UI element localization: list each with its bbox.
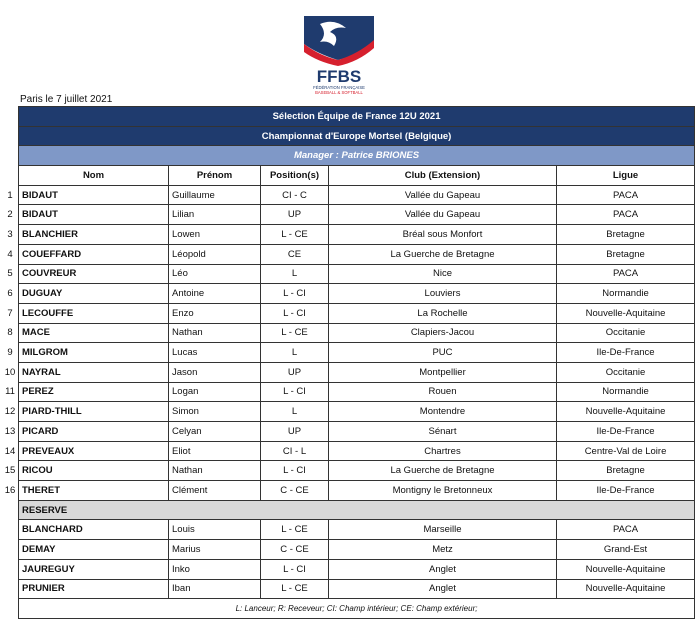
player-league: Nouvelle-Aquitaine: [557, 402, 695, 422]
player-position: L - CE: [261, 579, 329, 599]
row-number: 3: [7, 228, 13, 240]
player-position: L - CI: [261, 461, 329, 481]
player-club: Anglet: [329, 579, 557, 599]
player-league: Grand-Est: [557, 540, 695, 560]
player-firstname: Léo: [169, 264, 261, 284]
header-nom: Nom: [19, 166, 169, 186]
player-name: JAUREGUY: [19, 559, 169, 579]
player-row: [19, 303, 695, 323]
player-name: PRUNIER: [19, 579, 169, 599]
manager-label: Manager : Patrice BRIONES: [19, 146, 695, 166]
row-number: 12: [4, 406, 16, 418]
player-name: PICARD: [19, 422, 169, 442]
player-row: [19, 481, 695, 501]
player-club: La Guerche de Bretagne: [329, 244, 557, 264]
player-league: Ile-De-France: [557, 343, 695, 363]
title-row-2: [19, 126, 695, 146]
player-position: L - CI: [261, 303, 329, 323]
logo-subtitle2: BASEBALL & SOFTBALL: [315, 90, 363, 95]
header-prenom: Prénom: [169, 166, 261, 186]
header-club: Club (Extension): [329, 166, 557, 186]
player-position: L: [261, 264, 329, 284]
player-club: Nice: [329, 264, 557, 284]
player-name: THERET: [19, 481, 169, 501]
row-number: 7: [7, 307, 13, 319]
player-position: C - CE: [261, 540, 329, 560]
player-club: Chartres: [329, 441, 557, 461]
player-name: DEMAY: [19, 540, 169, 560]
player-position: CI - L: [261, 441, 329, 461]
player-name: BLANCHIER: [19, 225, 169, 245]
player-club: Vallée du Gapeau: [329, 205, 557, 225]
player-position: L: [261, 343, 329, 363]
player-club: Montigny le Bretonneux: [329, 481, 557, 501]
row-number: 6: [7, 288, 13, 300]
player-league: Bretagne: [557, 461, 695, 481]
player-league: Ile-De-France: [557, 422, 695, 442]
player-row: [19, 264, 695, 284]
player-name: PREVEAUX: [19, 441, 169, 461]
title-row-1: [19, 107, 695, 127]
player-position: UP: [261, 205, 329, 225]
player-row: [19, 185, 695, 205]
logo-text: FFBS: [316, 67, 362, 86]
player-league: Occitanie: [557, 362, 695, 382]
player-firstname: Léopold: [169, 244, 261, 264]
player-club: Marseille: [329, 520, 557, 540]
player-league: Nouvelle-Aquitaine: [557, 579, 695, 599]
player-name: BIDAUT: [19, 205, 169, 225]
header-ligue: Ligue: [557, 166, 695, 186]
reserve-row: [19, 579, 695, 599]
logo-subtitle: FÉDÉRATION FRANÇAISE: [313, 85, 365, 90]
player-firstname: Lilian: [169, 205, 261, 225]
player-row: [19, 382, 695, 402]
reserve-row: [19, 540, 695, 560]
player-name: MILGROM: [19, 343, 169, 363]
player-league: Occitanie: [557, 323, 695, 343]
player-position: L - CE: [261, 323, 329, 343]
reserve-label: RESERVE: [19, 500, 695, 520]
row-number: 15: [4, 465, 16, 477]
player-firstname: Lowen: [169, 225, 261, 245]
player-league: Normandie: [557, 382, 695, 402]
player-league: Bretagne: [557, 225, 695, 245]
player-name: COUEFFARD: [19, 244, 169, 264]
player-name: BLANCHARD: [19, 520, 169, 540]
player-firstname: Iban: [169, 579, 261, 599]
player-league: Centre-Val de Loire: [557, 441, 695, 461]
player-row: [19, 343, 695, 363]
player-club: Metz: [329, 540, 557, 560]
player-club: Montendre: [329, 402, 557, 422]
player-name: PIARD-THILL: [19, 402, 169, 422]
player-position: CI - C: [261, 185, 329, 205]
row-number: 2: [7, 209, 13, 221]
player-row: [19, 402, 695, 422]
player-name: BIDAUT: [19, 185, 169, 205]
player-firstname: Inko: [169, 559, 261, 579]
player-name: DUGUAY: [19, 284, 169, 304]
player-club: Rouen: [329, 382, 557, 402]
legend-text: L: Lanceur; R: Receveur; CI: Champ intérieur; CE: Champ extérieur;: [19, 599, 695, 619]
player-firstname: Logan: [169, 382, 261, 402]
player-position: CE: [261, 244, 329, 264]
player-position: L - CI: [261, 382, 329, 402]
player-name: NAYRAL: [19, 362, 169, 382]
row-number: 13: [4, 425, 16, 437]
player-row: [19, 225, 695, 245]
player-league: Nouvelle-Aquitaine: [557, 303, 695, 323]
ffbs-logo: [300, 14, 378, 96]
player-firstname: Nathan: [169, 461, 261, 481]
player-club: Montpellier: [329, 362, 557, 382]
row-number: 1: [7, 189, 13, 201]
player-name: RICOU: [19, 461, 169, 481]
row-number: 4: [7, 248, 13, 260]
player-firstname: Jason: [169, 362, 261, 382]
row-number: 8: [7, 327, 13, 339]
player-row: [19, 441, 695, 461]
player-firstname: Nathan: [169, 323, 261, 343]
player-row: [19, 205, 695, 225]
player-firstname: Guillaume: [169, 185, 261, 205]
player-league: Nouvelle-Aquitaine: [557, 559, 695, 579]
player-row: [19, 362, 695, 382]
player-club: Anglet: [329, 559, 557, 579]
reserve-row: [19, 559, 695, 579]
player-position: UP: [261, 422, 329, 442]
player-club: La Guerche de Bretagne: [329, 461, 557, 481]
player-firstname: Eliot: [169, 441, 261, 461]
player-league: Bretagne: [557, 244, 695, 264]
player-club: La Rochelle: [329, 303, 557, 323]
player-firstname: Enzo: [169, 303, 261, 323]
header-row: [19, 166, 695, 186]
player-league: PACA: [557, 264, 695, 284]
manager-row: [19, 146, 695, 166]
row-number: 14: [4, 445, 16, 457]
reserve-header-row: [19, 500, 695, 520]
player-position: L - CI: [261, 559, 329, 579]
player-row: [19, 323, 695, 343]
reserve-row: [19, 520, 695, 540]
player-row: [19, 244, 695, 264]
player-position: L: [261, 402, 329, 422]
player-club: Vallée du Gapeau: [329, 185, 557, 205]
document-date: Paris le 7 juillet 2021: [20, 94, 113, 105]
player-position: UP: [261, 362, 329, 382]
table-subtitle: Championnat d'Europe Mortsel (Belgique): [19, 126, 695, 146]
player-name: LECOUFFE: [19, 303, 169, 323]
player-league: PACA: [557, 520, 695, 540]
player-league: Normandie: [557, 284, 695, 304]
player-name: COUVREUR: [19, 264, 169, 284]
row-number: 11: [5, 386, 15, 398]
player-name: MACE: [19, 323, 169, 343]
player-position: C - CE: [261, 481, 329, 501]
player-league: PACA: [557, 205, 695, 225]
player-firstname: Lucas: [169, 343, 261, 363]
row-number: 9: [7, 347, 13, 359]
player-club: Louviers: [329, 284, 557, 304]
player-position: L - CE: [261, 520, 329, 540]
player-firstname: Clément: [169, 481, 261, 501]
legend-row: [19, 599, 695, 619]
player-position: L - CI: [261, 284, 329, 304]
row-number: 5: [7, 268, 13, 280]
player-club: Sénart: [329, 422, 557, 442]
player-position: L - CE: [261, 225, 329, 245]
player-row: [19, 461, 695, 481]
player-firstname: Antoine: [169, 284, 261, 304]
player-firstname: Louis: [169, 520, 261, 540]
player-club: Bréal sous Monfort: [329, 225, 557, 245]
player-league: PACA: [557, 185, 695, 205]
player-firstname: Simon: [169, 402, 261, 422]
row-number: 10: [4, 366, 16, 378]
player-row: [19, 422, 695, 442]
player-league: Ile-De-France: [557, 481, 695, 501]
table-title: Sélection Équipe de France 12U 2021: [19, 107, 695, 127]
row-number: 16: [4, 484, 16, 496]
header-positions: Position(s): [261, 166, 329, 186]
ffbs-logo-icon: [300, 14, 378, 96]
player-club: Clapiers-Jacou: [329, 323, 557, 343]
selection-table: [18, 106, 695, 619]
player-row: [19, 284, 695, 304]
player-firstname: Marius: [169, 540, 261, 560]
player-name: PEREZ: [19, 382, 169, 402]
player-firstname: Celyan: [169, 422, 261, 442]
player-club: PUC: [329, 343, 557, 363]
